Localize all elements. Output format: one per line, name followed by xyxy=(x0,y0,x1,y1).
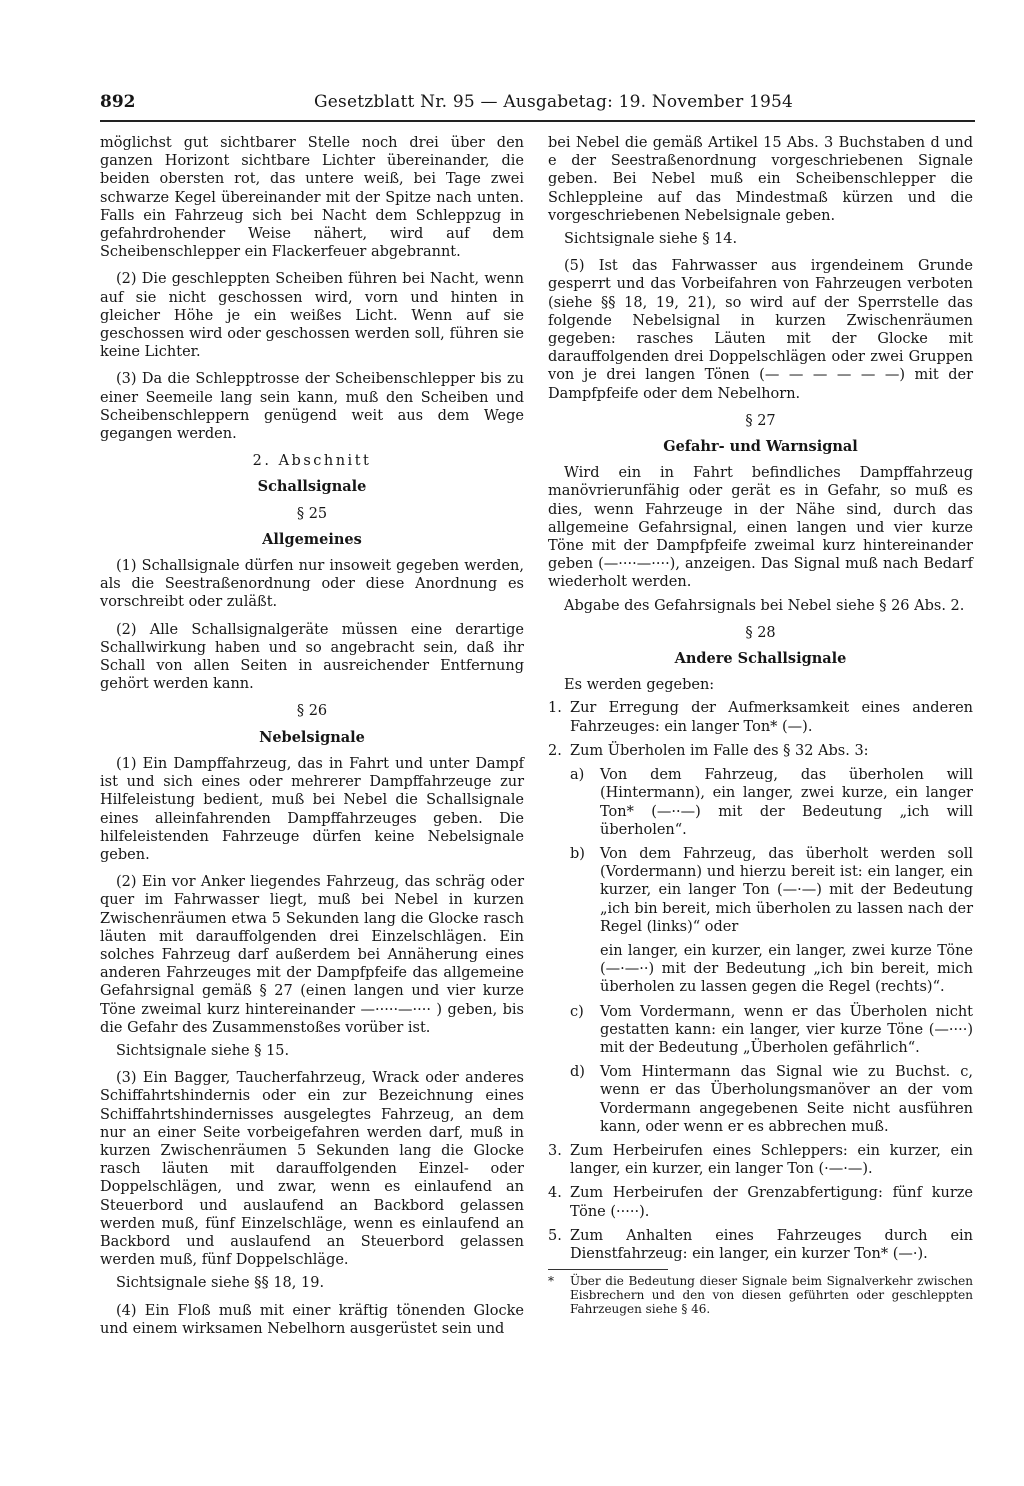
list-text: Zur Erregung der Aufmerksamkeit eines anderen Fahrzeuges: ein langer Ton* (—). xyxy=(570,700,973,735)
cross-reference: Abgabe des Gefahrsignals bei Nebel siehe § 26 Abs. 2. xyxy=(564,597,965,614)
paragraph-number: § 27 xyxy=(745,412,776,429)
list-text: Vom Vordermann, wenn er das Überholen nicht gestatten kann: ein langer, vier kurze Töne (—····) mit der Bedeutung „Überholen gefährlich“. xyxy=(600,1003,973,1056)
list-text: Zum Herbeirufen eines Schleppers: ein kurzer, ein langer, ein kurzer, ein langer Ton (·—·—). xyxy=(570,1142,973,1178)
section-label: 2. Abschnitt xyxy=(252,453,372,470)
list-letter: b) xyxy=(570,845,585,862)
paragraph: (5) Ist das Fahrwasser aus irgendeinem Grunde gesperrt und das Vorbeifahren von Fahrzeugen verboten (siehe §§ 18, 19, 21), so wird auf der Sperrstelle das folgende Nebelsignal in kurzen Zwischenräumen gegeben: rasches Läuten mit der Glocke mit darauffolgenden drei Doppelschlägen oder zwei Gruppen von je drei langen Tönen (— — — — — —) mit der Dampfpfeife oder dem Nebelhorn. xyxy=(548,258,973,402)
footnote-marker: * xyxy=(548,1274,554,1289)
list-number: 4. xyxy=(548,1185,562,1202)
paragraph: möglichst gut sichtbarer Stelle noch drei über den ganzen Horizont sichtbare Lichter übereinander, die beiden obersten rot, das untere weiß, bei Tage zwei schwarze Kegel übereinander mit der Spitze nach unten. Falls ein Fahrzeug sich bei Nacht dem Schleppzug in gefahrdrohender Weise nähert, wird auf dem Scheibenschlepper ein Flackerfeuer abgebrannt. xyxy=(100,135,524,261)
paragraph-number: § 28 xyxy=(745,624,776,641)
list-text: Zum Überholen im Falle des § 32 Abs. 3: xyxy=(570,742,869,759)
paragraph-number: § 26 xyxy=(296,703,328,720)
paragraph: (3) Da die Schlepptrosse der Scheibenschlepper bis zu einer Seemeile lang sein kann, muß den Scheiben und Scheibenschleppern genügend weit aus dem Wege gegangen werden. xyxy=(100,371,524,443)
paragraph: (2) Die geschleppten Scheiben führen bei Nacht, wenn auf sie nicht geschossen wird, vorn und hinten in gleicher Höhe je ein weißes Licht. Wenn auf sie geschossen wird oder geschossen werden soll, führen sie keine Lichter. xyxy=(100,271,524,361)
list-number: 1. xyxy=(548,700,562,717)
paragraph: bei Nebel die gemäß Artikel 15 Abs. 3 Buchstaben d und e der Seestraßenordnung vorgeschriebenen Signale geben. Bei Nebel muß ein Scheibenschlepper die Schleppleine auf das Mindestmaß kürzen und die vorgeschriebenen Nebelsignale geben. xyxy=(548,135,973,224)
left-column xyxy=(100,134,524,1347)
list-number: 3. xyxy=(548,1142,562,1159)
list-letter: a) xyxy=(570,767,585,784)
paragraph: (4) Ein Floß muß mit einer kräftig tönenden Glocke und einem wirksamen Nebelhorn ausgerüstet sein und xyxy=(100,1302,524,1337)
list-item xyxy=(548,1184,973,1220)
list-continuation: ein langer, ein kurzer, ein langer, zwei kurze Töne (—·—··) mit der Bedeutung „ich bin bereit, mich überholen zu lassen gegen die Regel (rechts)“. xyxy=(600,942,973,996)
paragraph: Wird ein in Fahrt befindliches Dampffahrzeug manövrierunfähig oder gerät es in Gefahr, so muß es dies, wenn Fahrzeuge in der Nähe sind, durch das allgemeine Gefahrsignal, einen langen und vier kurze Töne mit der Dampfpfeife zweimal kurz hintereinander geben (—····—····), anzeigen. Das Signal muß nach Bedarf wiederholt werden. xyxy=(548,465,973,591)
list-text: Zum Herbeirufen der Grenzabfertigung: fünf kurze Töne (·····). xyxy=(570,1185,973,1220)
section-title: Schallsignale xyxy=(257,478,367,496)
list-item xyxy=(548,1142,973,1178)
right-column xyxy=(548,134,973,1316)
list-text: Vom Hintermann das Signal wie zu Buchst. c, wenn er das Überholungsmanöver an der vom Vordermann angegebenen Seite nicht ausführen kann, oder wenn er es abbrechen muß. xyxy=(600,1064,973,1135)
list-text: Von dem Fahrzeug, das überholen will (Hintermann), ein langer, zwei kurze, ein langer Ton* (—··—) mit der Bedeutung „ich will überholen“. xyxy=(600,767,973,838)
page-header xyxy=(100,90,975,122)
paragraph: (2) Alle Schallsignalgeräte müssen eine derartige Schallwirkung haben und so angebracht sein, daß ihr Schall von allen Seiten in ausreichender Entfernung gehört werden kann. xyxy=(100,621,524,693)
cross-reference: Sichtsignale siehe § 15. xyxy=(116,1042,290,1059)
paragraph-title: Gefahr- und Warnsignal xyxy=(663,438,858,456)
paragraph: (2) Ein vor Anker liegendes Fahrzeug, das schräg oder quer im Fahrwasser liegt, muß bei Nebel in kurzen Zwischenräumen etwa 5 Sekunden lang die Glocke rasch läuten mit darauffolgenden drei Einzelschlägen. Ein solches Fahrzeug darf außerdem bei Annäherung eines anderen Fahrzeuges mit der Dampfpfeife das allgemeine Gefahrsignal gemäß § 27 (einen langen und vier kurze Töne zweimal kurz hintereinander —·····—···· ) geben, bis die Gefahr des Zusammenstoßes vorüber ist. xyxy=(100,874,524,1036)
footnote-text: Über die Bedeutung dieser Signale beim Signalverkehr zwischen Eisbrechern und den von diesen geführten oder geschleppten Fahrzeugen siehe § 46. xyxy=(570,1274,973,1317)
paragraph: (1) Ein Dampffahrzeug, das in Fahrt und unter Dampf ist und sich eines oder mehrerer Dampffahrzeuge zur Hilfeleistung bedient, muß bei Nebel die Schallsignale eines alleinfahrenden Dampffahrzeuges geben. Die hilfeleistenden Fahrzeuge dürfen keine Nebelsignale geben. xyxy=(100,755,524,863)
cross-reference: Sichtsignale siehe §§ 18, 19. xyxy=(116,1275,325,1292)
list-letter: c) xyxy=(570,1003,584,1020)
list-text: Zum Anhalten eines Fahrzeuges durch ein Dienstfahrzeug: ein langer, ein kurzer Ton* (—·). xyxy=(570,1227,973,1262)
paragraph-title: Nebelsignale xyxy=(259,728,365,746)
paragraph-number: § 25 xyxy=(296,505,328,522)
header-title: Gesetzblatt Nr. 95 — Ausgabetag: 19. November 1954 xyxy=(314,92,794,112)
paragraph-title: Andere Schallsignale xyxy=(674,650,847,668)
list-text: Von dem Fahrzeug, das überholt werden soll (Vordermann) und hierzu bereit ist: ein langer, ein kurzer, ein langer Ton (—·—) mit der Bedeutung „ich bin bereit, mich überholen zu lassen nach der Regel (links)“ oder xyxy=(600,845,973,935)
footnote-divider xyxy=(548,1269,668,1270)
list-item xyxy=(548,699,973,735)
paragraph-title: Allgemeines xyxy=(262,530,362,548)
list-number: 5. xyxy=(548,1227,562,1244)
list-item xyxy=(548,1227,973,1263)
sub-list-item xyxy=(570,845,973,936)
paragraph: (1) Schallsignale dürfen nur insoweit gegeben werden, als die Seestraßenordnung oder diese Anordnung es vorschreibt oder zuläßt. xyxy=(100,558,524,611)
page-number: 892 xyxy=(100,92,136,112)
paragraph: Es werden gegeben: xyxy=(564,677,715,694)
list-number: 2. xyxy=(548,742,562,759)
sub-list-item xyxy=(570,766,973,839)
sub-list-item xyxy=(570,1003,973,1058)
list-item xyxy=(548,742,973,760)
sub-list-item xyxy=(570,1063,973,1136)
list-letter: d) xyxy=(570,1064,585,1081)
footnote xyxy=(548,1274,973,1316)
cross-reference: Sichtsignale siehe § 14. xyxy=(564,231,738,248)
paragraph: (3) Ein Bagger, Taucherfahrzeug, Wrack oder anderes Schiffahrtshindernis oder ein zur Bezeichnung eines Schiffahrtshindernisses ausgelegtes Fahrzeug, an dem nur an einer Seite vorbeigefahren werden darf, muß in kurzen Zwischenräumen 5 Sekunden lang die Glocke rasch läuten mit darauffolgenden Einzel- oder Doppelschlägen, und zwar, wenn es einlaufend an Steuerbord und auslaufend an Backbord gelassen werden muß, fünf Einzelschläge, wenn es einlaufend an Backbord und auslaufend an Steuerbord gelassen werden muß, fünf Doppelschläge. xyxy=(100,1070,524,1269)
